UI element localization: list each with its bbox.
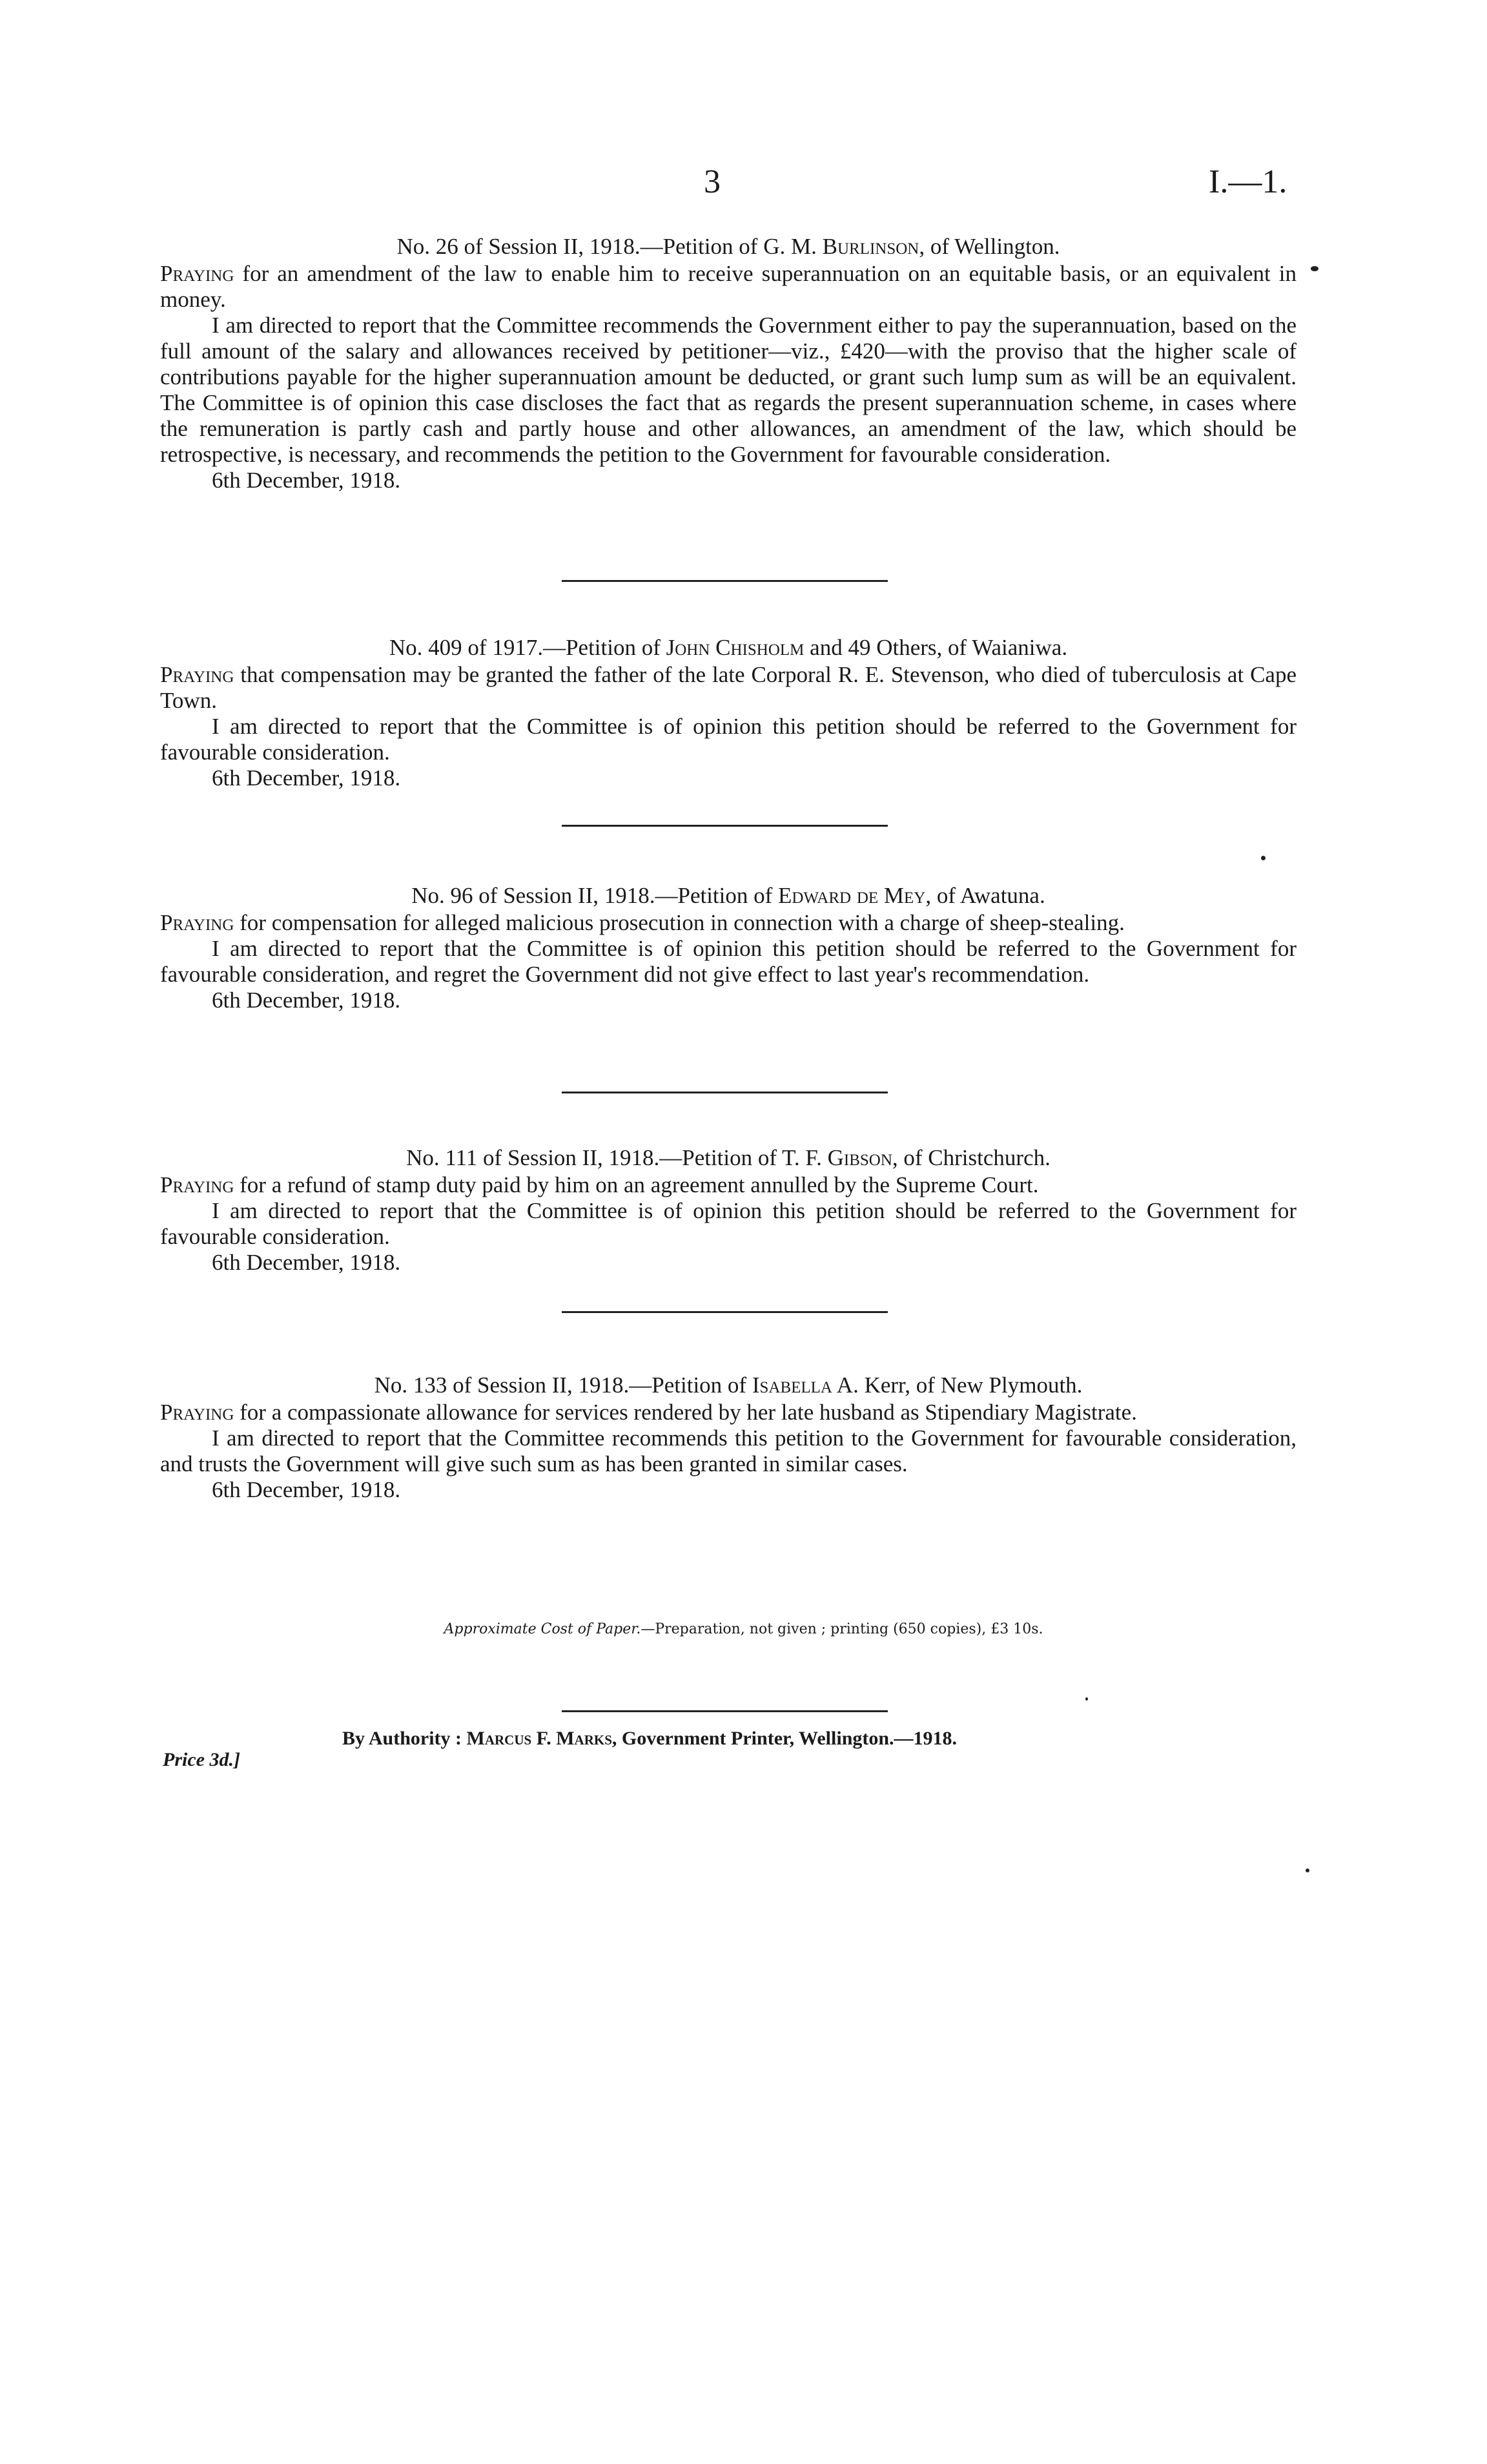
petition-133 [160, 1372, 1297, 1503]
committee-report: I am directed to report that the Committee recommends this petition to the Government for favourable consideration, and trusts the Government will give such sum as has been granted in similar cases. [160, 1425, 1297, 1476]
petition-111 [160, 1145, 1297, 1276]
report-date: 6th December, 1918. [212, 1477, 401, 1502]
petition-26 [160, 234, 1297, 493]
report-date: 6th December, 1918. [212, 765, 401, 791]
petition-heading: No. 409 of 1917.—Petition of John Chisholm and 49 Others, of Waianiwa. [389, 635, 1068, 660]
section-divider [562, 1311, 888, 1313]
printer-authority: By Authority : Marcus F. Marks, Government Printer, Wellington.—1918. [342, 1728, 958, 1749]
petition-heading: No. 133 of Session II, 1918.—Petition of Isabella A. Kerr, of New Plymouth. [374, 1372, 1083, 1398]
petition-heading: No. 111 of Session II, 1918.—Petition of T. F. Gibson, of Christchurch. [406, 1145, 1051, 1170]
scan-speck [1306, 1869, 1309, 1872]
report-date: 6th December, 1918. [212, 468, 401, 493]
scan-speck [1311, 266, 1318, 271]
cost-of-paper: Approximate Cost of Paper.—Preparation, not given ; printing (650 copies), £3 10s. [444, 1621, 1043, 1637]
petition-prayer: Praying for an amendment of the law to enable him to receive superannuation on an equitable basis, or an equivalent in money. [160, 261, 1297, 312]
petition-prayer: Praying that compensation may be granted the father of the late Corporal R. E. Stevenson, who died of tuberculosis at Cape Town. [160, 662, 1297, 713]
committee-report: I am directed to report that the Committee is of opinion this petition should be referred to the Government for favourable consideration. [160, 1198, 1297, 1249]
paper-reference: I.—1. [1209, 163, 1287, 200]
report-date: 6th December, 1918. [212, 988, 401, 1013]
report-date: 6th December, 1918. [212, 1250, 401, 1275]
petition-96 [160, 883, 1297, 1013]
petition-heading: No. 96 of Session II, 1918.—Petition of Edward de Mey, of Awatuna. [411, 883, 1045, 908]
price-note: Price 3d.] [163, 1749, 240, 1770]
page-number: 3 [704, 163, 721, 200]
petition-409 [160, 635, 1297, 791]
scan-speck [1261, 856, 1266, 860]
petition-prayer: Praying for a refund of stamp duty paid by him on an agreement annulled by the Supreme Court. [160, 1172, 1039, 1197]
footer-divider [562, 1710, 888, 1712]
section-divider [562, 825, 888, 827]
petition-heading: No. 26 of Session II, 1918.—Petition of G. M. Burlinson, of Wellington. [396, 234, 1060, 259]
scan-speck [1085, 1697, 1088, 1701]
committee-report: I am directed to report that the Committee is of opinion this petition should be referred to the Government for favourable consideration, and regret the Government did not give effect to last year's recommendation. [160, 936, 1297, 987]
section-divider [562, 580, 888, 582]
petition-prayer: Praying for a compassionate allowance for services rendered by her late husband as Stipendiary Magistrate. [160, 1400, 1137, 1425]
petition-prayer: Praying for compensation for alleged malicious prosecution in connection with a charge of sheep-stealing. [160, 910, 1125, 935]
section-divider [562, 1092, 888, 1093]
committee-report: I am directed to report that the Committee is of opinion this petition should be referred to the Government for favourable consideration. [160, 714, 1297, 765]
committee-report: I am directed to report that the Committee recommends the Government either to pay the superannuation, based on the full amount of the salary and allowances received by petitioner—viz., £420—with the proviso that the higher scale of contributions payable for the higher superannuation amount be deducted, or grant such lump sum as will be an equivalent. The Committee is of opinion this case discloses the fact that as regards the present superannuation scheme, in cases where the remuneration is partly cash and partly house and other allowances, an amendment of the law, which should be retrospective, is necessary, and recommends the petition to the Government for favourable consideration. [160, 313, 1297, 467]
